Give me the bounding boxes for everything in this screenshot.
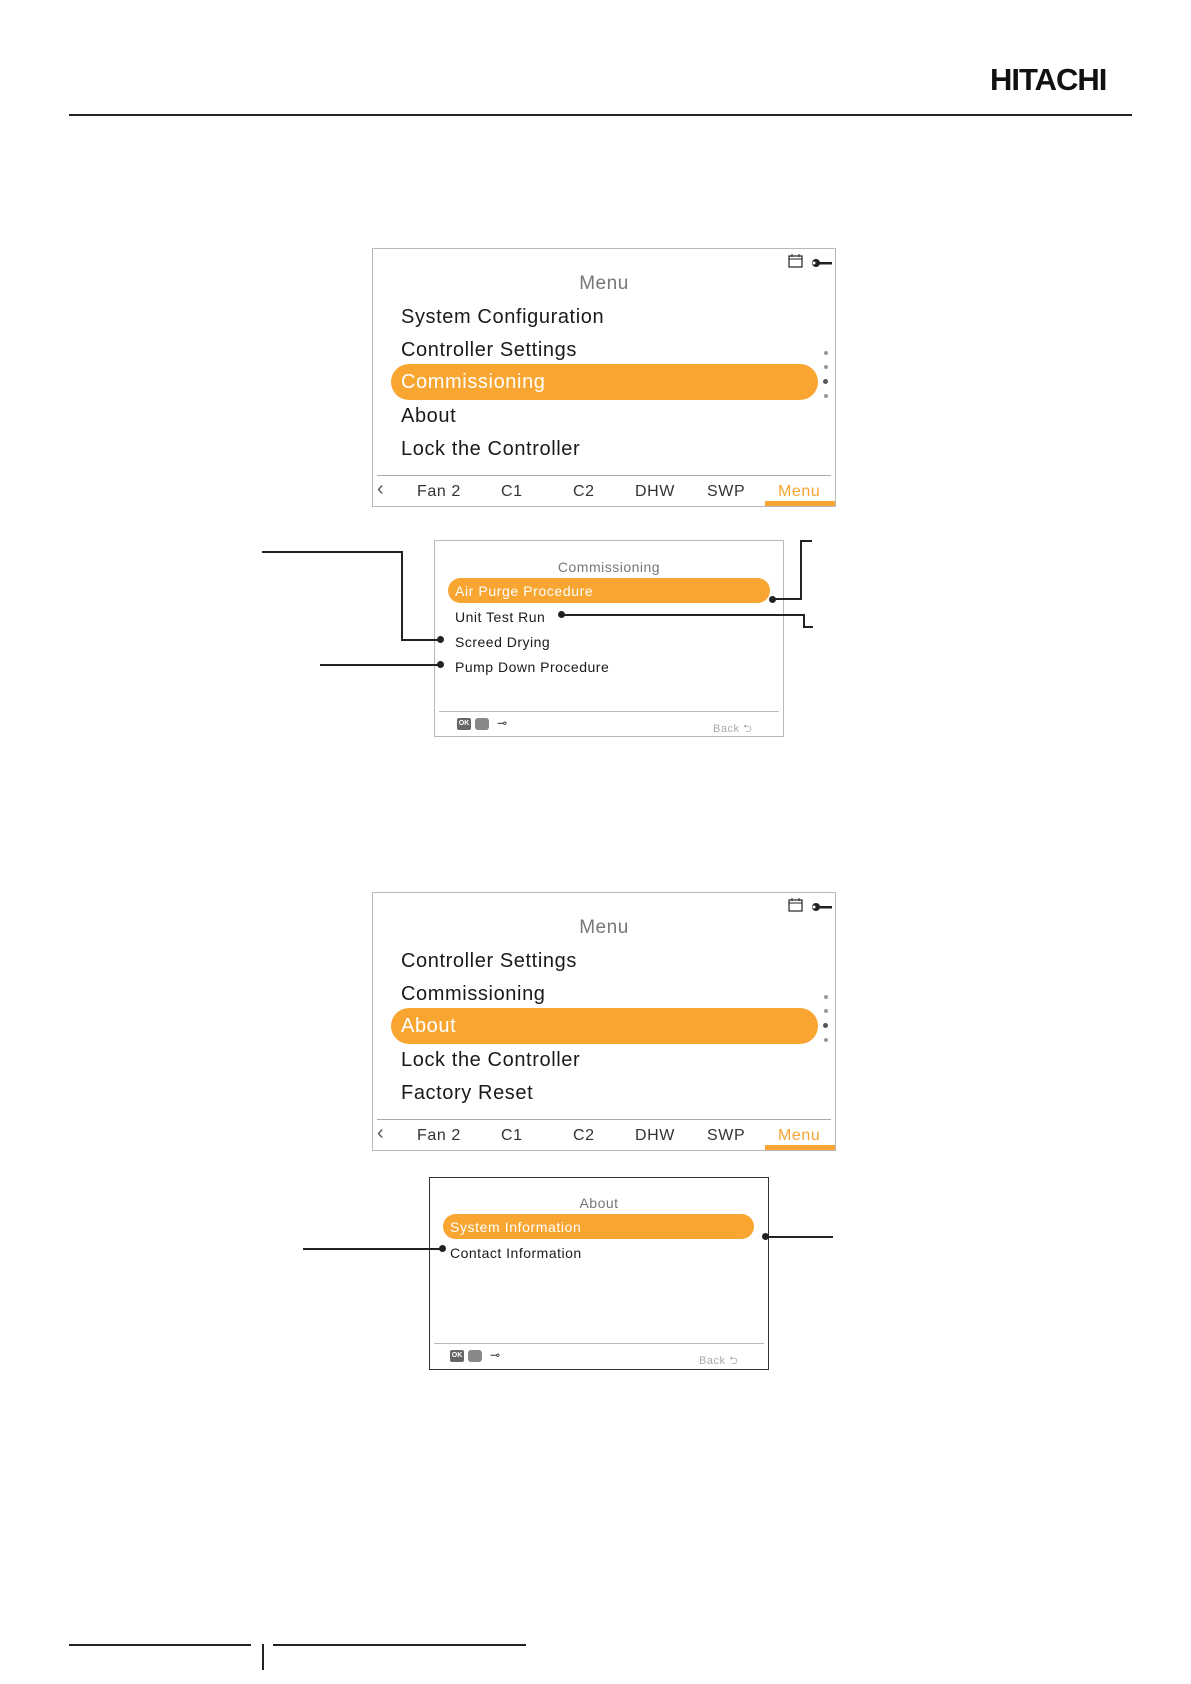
back-arrow-icon: ⮌: [729, 1355, 739, 1367]
menu-item-about[interactable]: About: [401, 405, 457, 427]
menu-item-controller-settings[interactable]: Controller Settings: [401, 950, 577, 972]
active-tab-indicator: [765, 501, 835, 506]
scroll-dot: [824, 1038, 828, 1042]
wrench-icon: [811, 901, 833, 913]
dpad-icon: [475, 718, 489, 730]
hitachi-logo: HITACHI: [990, 62, 1107, 97]
scroll-dot: [824, 995, 828, 999]
scroll-dot-active: [823, 379, 828, 384]
back-text: Back: [713, 723, 740, 735]
callout-dot: [439, 1245, 446, 1252]
item-unit-test-run[interactable]: Unit Test Run: [455, 609, 546, 625]
tab-menu[interactable]: Menu: [778, 1127, 821, 1144]
ok-button-icon: OK: [450, 1350, 464, 1362]
callout-line: [401, 551, 403, 641]
selected-menu-item[interactable]: [391, 364, 818, 400]
callout-line: [800, 540, 812, 542]
commissioning-screen: [434, 540, 784, 737]
tab-c2[interactable]: C2: [573, 1127, 595, 1144]
menu-item-about: About: [401, 1015, 457, 1037]
status-icons: [787, 253, 833, 272]
scroll-dot: [824, 1009, 828, 1013]
tab-menu[interactable]: Menu: [778, 483, 821, 500]
screen-title: Menu: [579, 917, 629, 938]
menu-item-factory-reset[interactable]: Factory Reset: [401, 1082, 534, 1104]
calendar-icon: [787, 253, 805, 269]
tab-c2[interactable]: C2: [573, 483, 595, 500]
tab-swp[interactable]: SWP: [707, 483, 746, 500]
footer-divider: [434, 1343, 764, 1344]
wrench-icon: ⊸: [490, 1348, 501, 1362]
back-label[interactable]: [699, 1352, 738, 1371]
item-system-information: System Information: [450, 1219, 582, 1235]
scroll-dot: [824, 365, 828, 369]
tab-c1[interactable]: C1: [501, 1127, 523, 1144]
screen-title: Menu: [579, 273, 629, 294]
back-label[interactable]: [713, 720, 752, 739]
scroll-dot: [824, 351, 828, 355]
item-pump-down[interactable]: Pump Down Procedure: [455, 659, 610, 675]
selected-menu-item[interactable]: [391, 1008, 818, 1044]
footer-rule-left: [69, 1644, 251, 1646]
back-arrow-icon: ⮌: [743, 723, 753, 735]
calendar-icon: [787, 897, 805, 913]
tab-fan2[interactable]: Fan 2: [417, 483, 461, 500]
callout-line: [800, 540, 802, 600]
callout-line: [303, 1248, 443, 1250]
sub-title: Commissioning: [557, 559, 661, 575]
ok-button-icon: OK: [457, 718, 471, 730]
tab-dhw[interactable]: DHW: [635, 1127, 676, 1144]
menu-item-commissioning: Commissioning: [401, 371, 546, 393]
menu-item-controller-settings[interactable]: Controller Settings: [401, 339, 577, 361]
menu-screen-2: [372, 892, 836, 1151]
tab-dhw[interactable]: DHW: [635, 483, 676, 500]
menu-screen-1: [372, 248, 836, 507]
menu-item-commissioning[interactable]: Commissioning: [401, 983, 546, 1005]
footer-divider-vertical: [262, 1644, 264, 1670]
menu-item-lock-controller[interactable]: Lock the Controller: [401, 1049, 581, 1071]
footer-rule-right: [273, 1644, 526, 1646]
item-contact-information[interactable]: Contact Information: [450, 1245, 582, 1261]
menu-item-system-configuration[interactable]: System Configuration: [401, 306, 605, 328]
callout-line: [562, 614, 805, 616]
callout-dot: [437, 661, 444, 668]
back-text: Back: [699, 1355, 726, 1367]
header-rule: [69, 114, 1132, 116]
scroll-dot: [824, 394, 828, 398]
callout-line: [803, 626, 813, 628]
chevron-left-icon[interactable]: ‹: [377, 478, 384, 500]
sub-title: About: [579, 1195, 619, 1211]
footer-divider: [439, 711, 779, 712]
active-tab-indicator: [765, 1145, 835, 1150]
selected-sub-item[interactable]: [443, 1214, 754, 1239]
selected-sub-item[interactable]: [448, 578, 770, 603]
callout-line: [401, 639, 441, 641]
tab-swp[interactable]: SWP: [707, 1127, 746, 1144]
tab-divider: [377, 475, 831, 476]
tab-divider: [377, 1119, 831, 1120]
callout-line: [262, 551, 403, 553]
callout-dot: [437, 636, 444, 643]
menu-item-lock-controller[interactable]: Lock the Controller: [401, 438, 581, 460]
wrench-icon: ⊸: [497, 716, 508, 730]
chevron-left-icon[interactable]: ‹: [377, 1122, 384, 1144]
callout-line: [772, 598, 802, 600]
callout-line: [766, 1236, 833, 1238]
item-screed-drying[interactable]: Screed Drying: [455, 634, 551, 650]
callout-line: [320, 664, 440, 666]
scroll-dot-active: [823, 1023, 828, 1028]
tab-fan2[interactable]: Fan 2: [417, 1127, 461, 1144]
wrench-icon: [811, 257, 833, 269]
tab-c1[interactable]: C1: [501, 483, 523, 500]
dpad-icon: [468, 1350, 482, 1362]
item-air-purge: Air Purge Procedure: [455, 583, 594, 599]
status-icons: [787, 897, 833, 916]
about-screen: [429, 1177, 769, 1370]
